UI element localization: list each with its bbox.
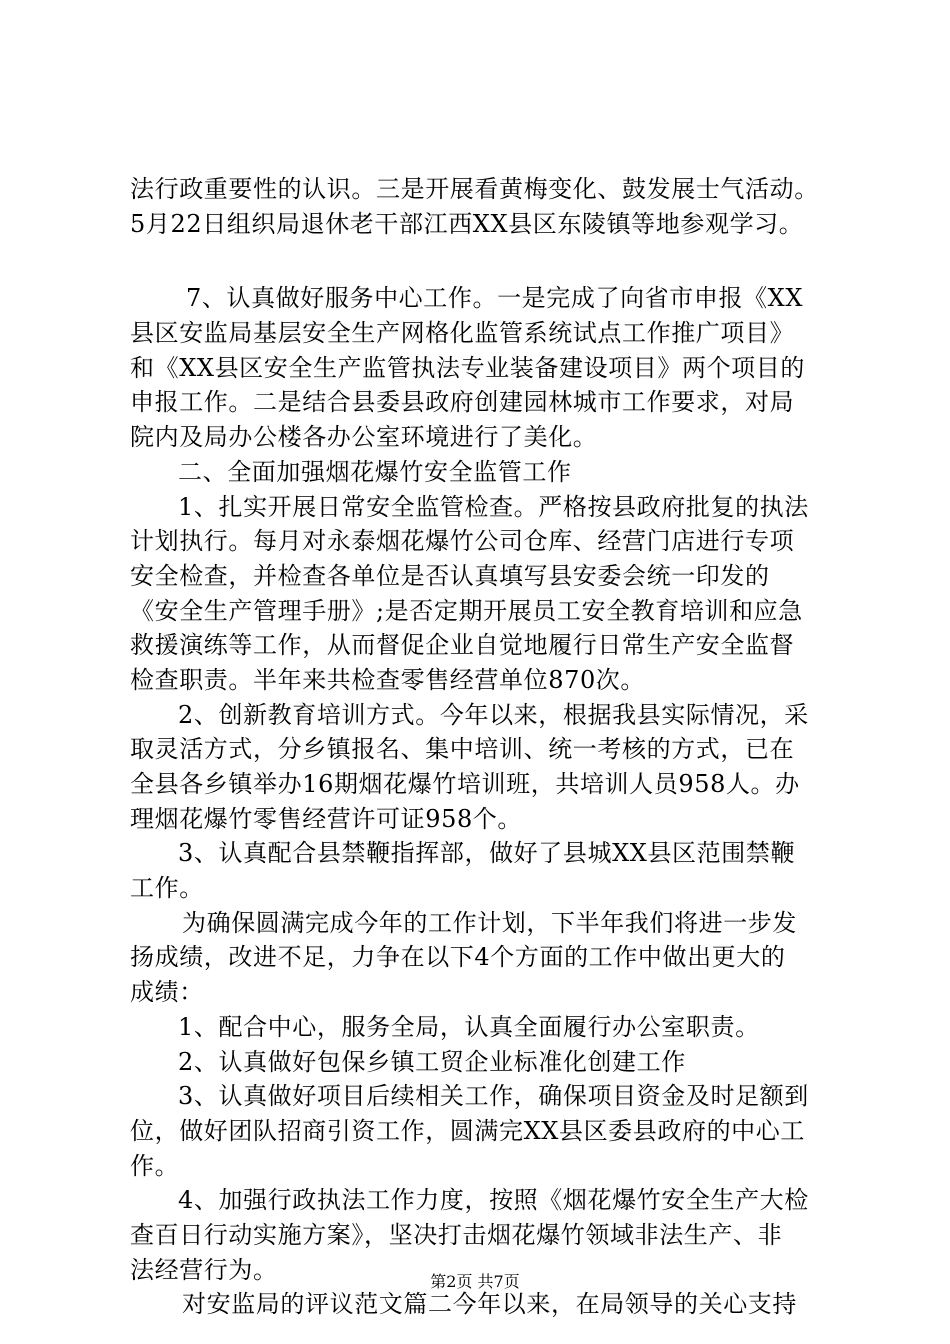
text-line: 对安监局的评议范文篇二今年以来，在局领导的关心支持 (182, 1290, 797, 1319)
text-line: 检查职责。半年来共检查零售经营单位870次。 (130, 665, 646, 694)
text-line: 位，做好团队招商引资工作，圆满完XX县区委县政府的中心工 (130, 1116, 805, 1145)
text-line: 5月22日组织局退休老干部江西XX县区东陵镇等地参观学习。 (130, 209, 804, 238)
text-line: 救援演练等工作，从而督促企业自觉地履行日常生产安全监督 (130, 631, 795, 660)
text-line: 成绩： (130, 978, 204, 1007)
section-heading: 二、全面加强烟花爆竹安全监管工作 (178, 457, 572, 486)
text-line: 工作。 (130, 874, 204, 903)
text-line: 1、扎实开展日常安全监管检查。严格按县政府批复的执法 (178, 492, 809, 521)
list-item: 1、配合中心，服务全局，认真全面履行办公室职责。 (178, 1012, 760, 1041)
text-line: 取灵活方式，分乡镇报名、集中培训、统一考核的方式，已在 (130, 735, 795, 764)
text-line: 扬成绩，改进不足，力争在以下4个方面的工作中做出更大的 (130, 943, 786, 972)
text-line: 和《XX县区安全生产监管执法专业装备建设项目》两个项目的 (130, 353, 805, 382)
text-line: 院内及局办公楼各办公室环境进行了美化。 (130, 423, 598, 452)
text-line: 法经营行为。 (130, 1255, 278, 1284)
page-number-footer: 第2页 共7页 (430, 1272, 520, 1291)
text-line: 查百日行动实施方案》，坚决打击烟花爆竹领域非法生产、非 (130, 1220, 783, 1249)
text-line: 理烟花爆竹零售经营许可证958个。 (130, 804, 523, 833)
text-line: 安全检查，并检查各单位是否认真填写县安委会统一印发的 (130, 561, 770, 590)
list-item: 2、认真做好包保乡镇工贸企业标准化创建工作 (178, 1047, 686, 1076)
text-line: 申报工作。二是结合县委县政府创建园林城市工作要求，对局 (130, 388, 795, 417)
list-item: 3、认真做好项目后续相关工作，确保项目资金及时足额到 (178, 1082, 809, 1111)
list-item: 4、加强行政执法工作力度，按照《烟花爆竹安全生产大检 (178, 1186, 809, 1215)
paragraph-gap (130, 241, 830, 281)
document-body (130, 172, 830, 1322)
text-line: 3、认真配合县禁鞭指挥部，做好了县城XX县区范围禁鞭 (178, 839, 796, 868)
text-line: 为确保圆满完成今年的工作计划，下半年我们将进一步发 (182, 908, 797, 937)
text-line: 法行政重要性的认识。三是开展看黄梅变化、鼓发展士气活动。 (130, 175, 819, 203)
text-line: 作。 (130, 1151, 180, 1180)
text-line: 《安全生产管理手册》;是否定期开展员工安全教育培训和应急 (130, 596, 803, 625)
text-line: 县区安监局基层安全生产网格化监管系统试点工作推广项目》 (130, 319, 795, 348)
text-line: 全县各乡镇举办16期烟花爆竹培训班，共培训人员958人。办 (130, 770, 800, 798)
text-line: 计划执行。每月对永泰烟花爆竹公司仓库、经营门店进行专项 (130, 527, 795, 556)
text-line: 2、创新教育培训方式。今年以来，根据我县实际情况，采 (178, 700, 809, 729)
text-line: 7、认真做好服务中心工作。一是完成了向省市申报《XX (186, 284, 804, 313)
